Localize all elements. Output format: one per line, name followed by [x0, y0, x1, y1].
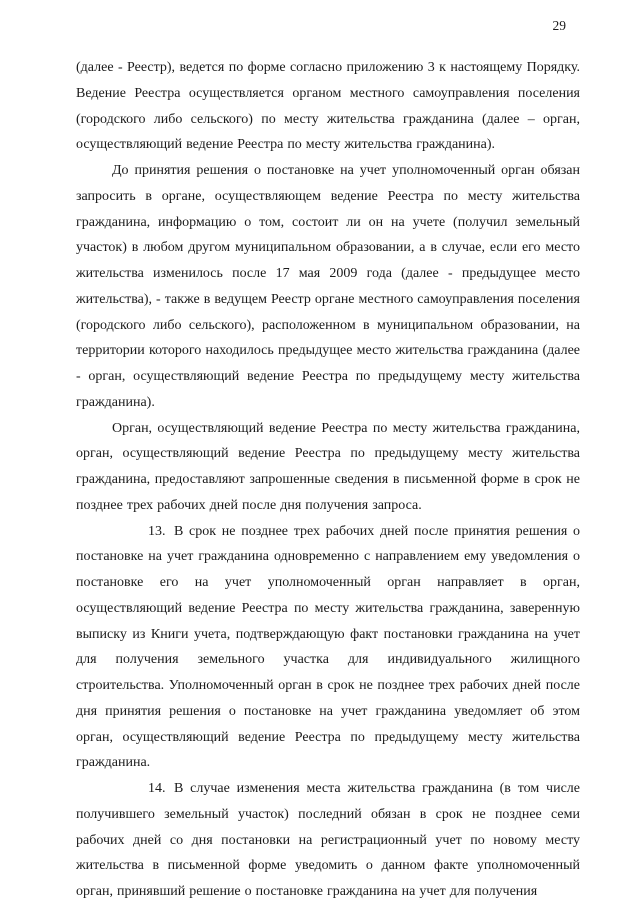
document-body: [76, 55, 580, 905]
item-number-14: 14.: [148, 781, 166, 796]
item-13-text: В срок не позднее трех рабочих дней после принятия решения о постановке на учет гражданина одновременно с направлением ему уведомления о постановке его на учет уполномоченный орган направляет в орган, осуществляющий ведение Реестра по месту жительства гражданина, заверенную выписку из Книги учета, подтверждающую факт постановки гражданина на учет для получения земельного участка для индивидуального жилищного строительства. Уполномоченный орган в срок не позднее трех рабочих дней после дня принятия решения о постановке на учет гражданина уведомляет об этом орган, осуществляющий ведение Реестра по предыдущему месту жительства гражданина.: [76, 523, 580, 771]
paragraph-item-13: [76, 519, 580, 777]
paragraph-request-before-decision: До принятия решения о постановке на учет уполномоченный орган обязан запросить в органе, осуществляющем ведение Реестра по месту жительства гражданина, информацию о том, состоит ли он на учете (получил земельный участок) в любом другом муниципальном образовании, а в случае, если его место жительства изменилось после 17 мая 2009 года (далее - предыдущее место жительства), - также в ведущем Реестр органе местного самоуправления поселения (городского либо сельского), расположенном в муниципальном образовании, на территории которого находилось предыдущее место жительства гражданина (далее - орган, осуществляющий ведение Реестра по предыдущему месту жительства гражданина).: [76, 163, 580, 410]
paragraph-item-14: [76, 776, 580, 905]
paragraph-registry-continuation: (далее - Реестр), ведется по форме согласно приложению 3 к настоящему Порядку. Ведение Реестра осуществляется органом местного самоуправления поселения (городского либо сельского) по месту жительства гражданина (далее – орган, осуществляющий ведение Реестра по месту жительства гражданина).: [76, 60, 580, 153]
paragraph-provide-information: Орган, осуществляющий ведение Реестра по месту жительства гражданина, орган, осуществляющий ведение Реестра по предыдущему месту жительства гражданина, предоставляют запрошенные сведения в письменной форме в срок не позднее трех рабочих дней после дня получения запроса.: [76, 420, 580, 513]
item-14-text: В случае изменения места жительства гражданина (в том числе получившего земельный участок) последний обязан в срок не позднее семи рабочих дней со дня постановки на регистрационный учет по новому месту жительства в письменной форме уведомить о данном факте уполномоченный орган, принявший решение о постановке гражданина на учет для получения: [76, 781, 580, 899]
page-number: 29: [552, 18, 566, 33]
item-number-13: 13.: [148, 523, 166, 539]
